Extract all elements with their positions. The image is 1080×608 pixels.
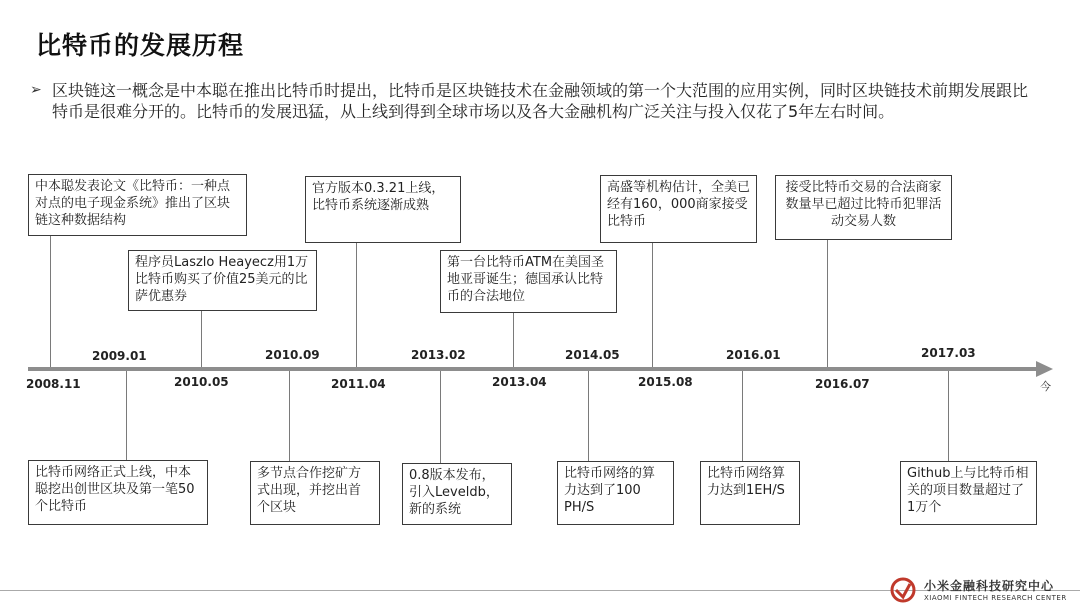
bullet-arrow-icon: ➢ [30,82,42,98]
stem-2011-04 [356,243,357,367]
stem-2010-09 [289,371,290,461]
event-box-2010-05: 程序员Laszlo Heayecz用1万比特币购买了价值25美元的比萨优惠券 [128,250,317,311]
date-label-2016-07: 2016.07 [815,377,870,391]
event-box-2014-05: 比特币网络的算力达到了100 PH/S [557,461,674,525]
date-label-2008-11: 2008.11 [26,377,81,391]
date-label-2011-04: 2011.04 [331,377,386,391]
stem-2013-04 [513,313,514,367]
stem-2017-03 [948,371,949,461]
stem-2015-08 [652,243,653,367]
intro-paragraph [30,80,1040,122]
stem-2014-05 [588,371,589,461]
event-box-2015-08: 高盛等机构估计，全美已经有160，000商家接受比特币 [600,175,757,243]
date-label-2014-05: 2014.05 [565,348,620,362]
date-label-2016-01: 2016.01 [726,348,781,362]
event-box-2017-03: Github上与比特币相关的项目数量超过了1万个 [900,461,1037,525]
event-box-2013-04: 第一台比特币ATM在美国圣地亚哥诞生；德国承认比特币的合法地位 [440,250,617,313]
event-box-2008-11: 中本聪发表论文《比特币：一种点对点的电子现金系统》推出了区块链这种数据结构 [28,174,247,236]
stem-2008-11 [50,236,51,367]
date-label-2017-03: 2017.03 [921,346,976,360]
intro-text: 区块链这一概念是中本聪在推出比特币时提出，比特币是区块链技术在金融领域的第一个大范围的应用实例，同时区块链技术前期发展跟比特币是很难分开的。比特币的发展迅猛，从上线到得到全球市场以及各大金融机构广泛关注与投入仅花了5年左右时间。 [52,81,1029,121]
event-box-2016-07: 接受比特币交易的合法商家数量早已超过比特币犯罪活动交易人数 [775,175,952,240]
date-label-2015-08: 2015.08 [638,375,693,389]
date-label-2009-01: 2009.01 [92,349,147,363]
stem-2009-01 [126,371,127,460]
page-title: 比特币的发展历程 [36,31,245,60]
event-box-2011-04: 官方版本0.3.21上线，比特币系统逐渐成熟 [305,176,461,243]
date-label-2010-09: 2010.09 [265,348,320,362]
footer-brand-name: 小米金融科技研究中心 [924,579,1055,593]
stem-2010-05 [201,311,202,367]
footer-brand-english: XIAOMI FINTECH RESEARCH CENTER [924,594,1067,602]
event-box-2016-01: 比特币网络算力达到1EH/S [700,461,800,525]
date-label-2013-04: 2013.04 [492,375,547,389]
timeline-axis [28,367,1038,371]
event-box-2013-02: 0.8版本发布，引入Leveldb，新的系统 [402,463,512,525]
date-label-2013-02: 2013.02 [411,348,466,362]
stem-2016-07 [827,240,828,367]
timeline-end-label: 今 [1040,380,1051,393]
stem-2013-02 [440,371,441,463]
timeline-arrowhead-icon [1036,361,1053,377]
event-box-2009-01: 比特币网络正式上线，中本聪挖出创世区块及第一笔50个比特币 [28,460,208,525]
footer-divider [0,590,1080,591]
stem-2016-01 [742,371,743,461]
date-label-2010-05: 2010.05 [174,375,229,389]
event-box-2010-09: 多节点合作挖矿方式出现，并挖出首个区块 [250,461,380,525]
xiaomi-fintech-logo-icon [888,575,918,605]
